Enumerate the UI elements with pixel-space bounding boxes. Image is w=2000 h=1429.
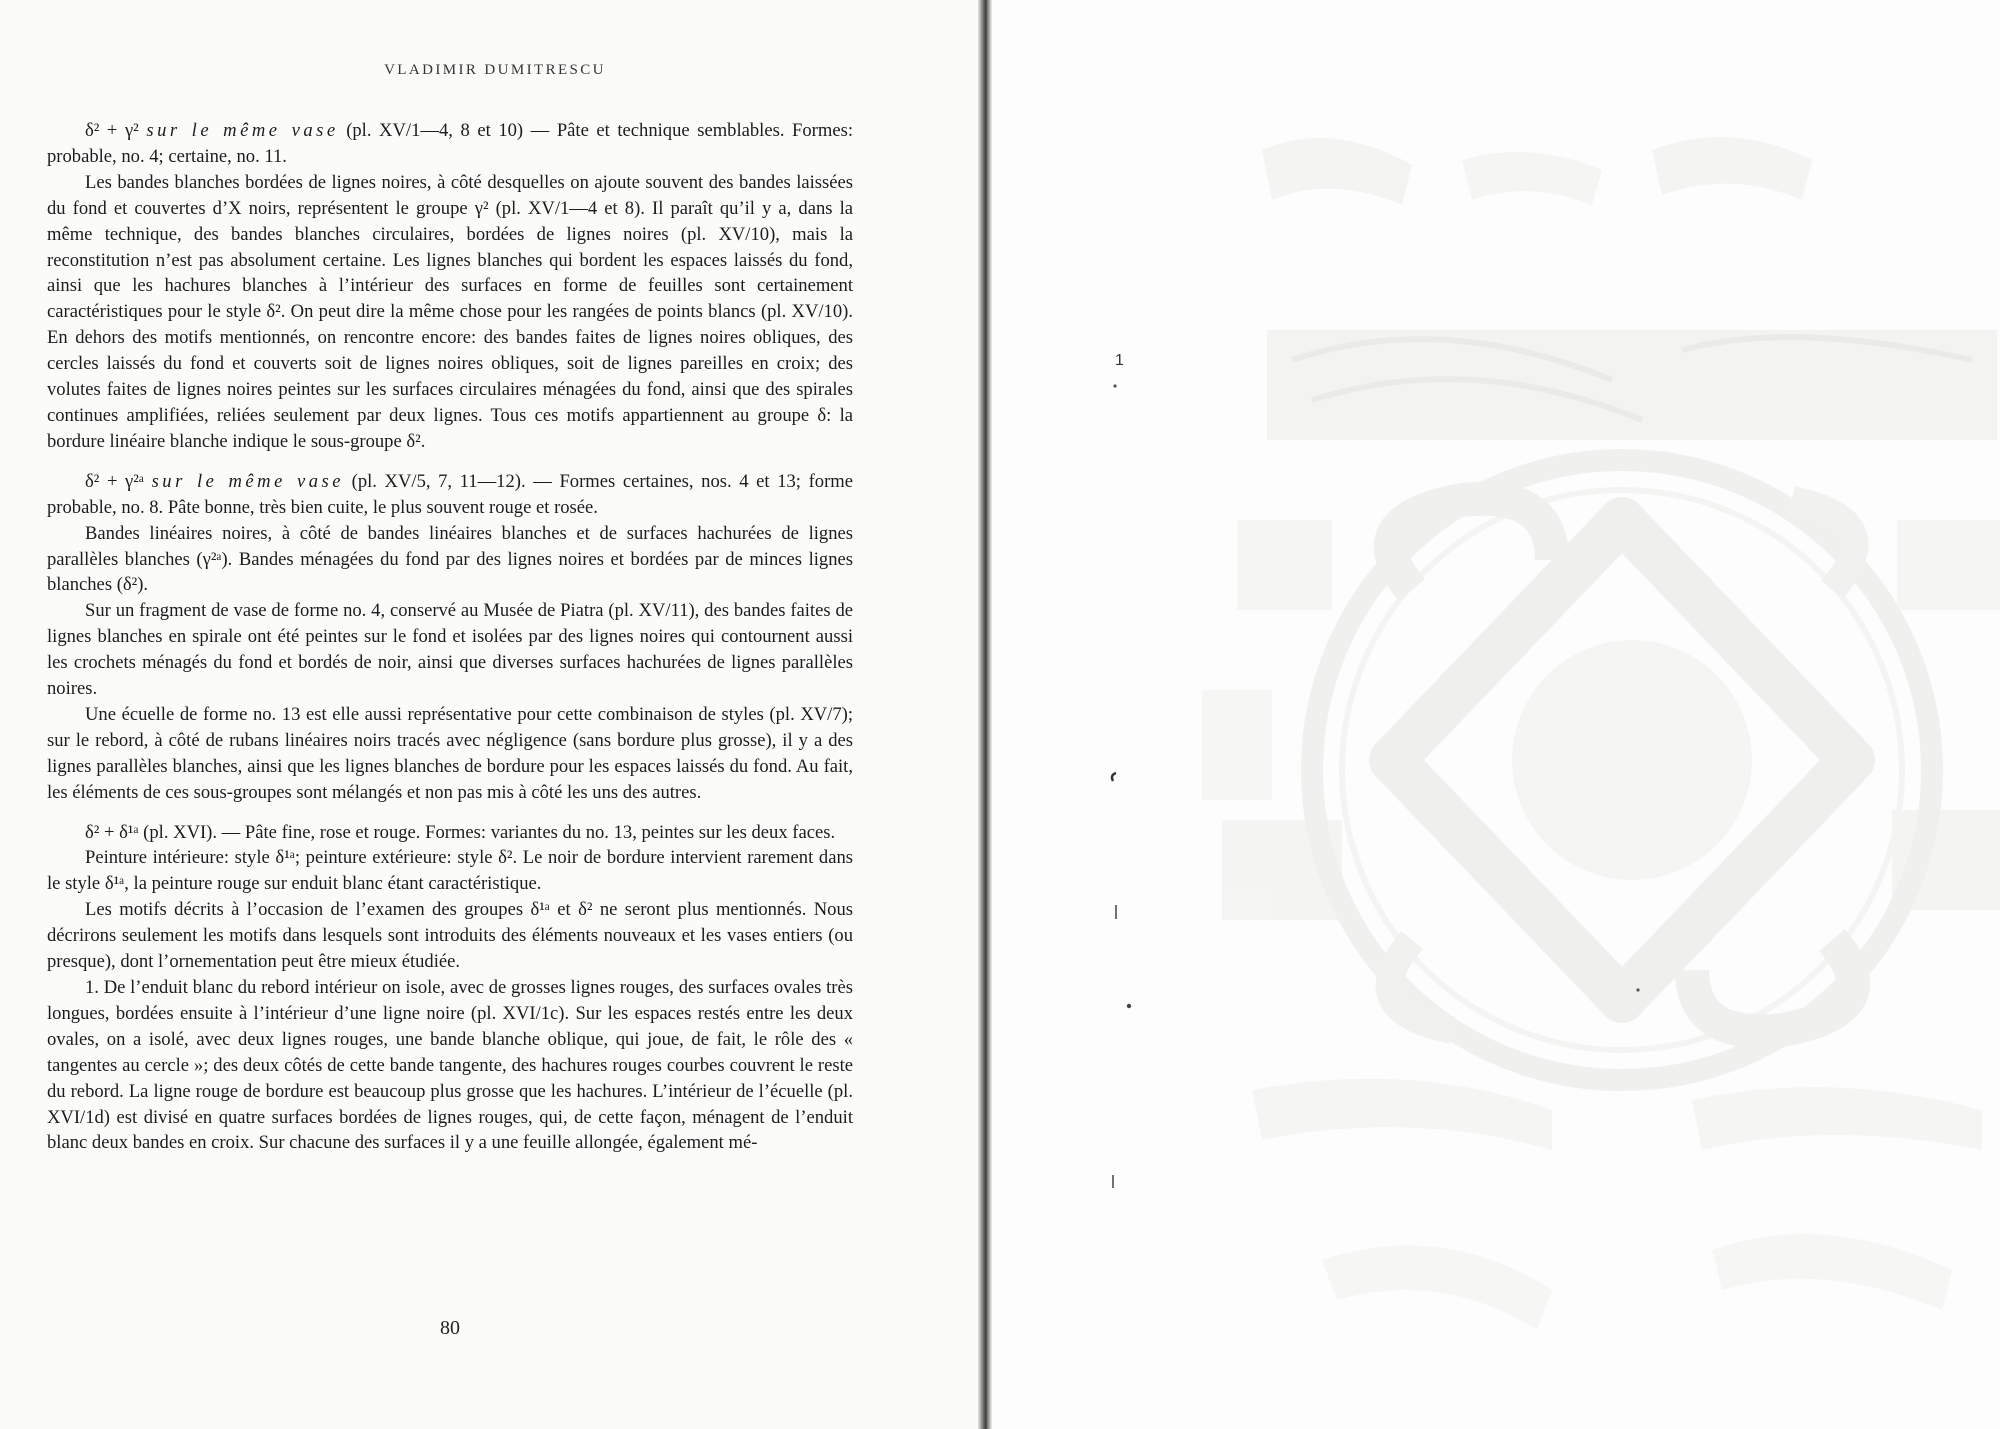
speck xyxy=(1636,988,1639,991)
paragraph-7: δ² + δ¹ᵃ (pl. XVI). — Pâte fine, rose et rouge. Formes: variantes du no. 13, peintes sur les deux faces. xyxy=(85,821,836,843)
paragraph-9: Les motifs décrits à l’occasion de l’examen des groupes δ¹ᵃ et δ² ne seront plus mentionnés. Nous décrirons seulement les motifs dans lesquels sont introduits des éléments nouveaux et les vases entiers (ou presque), dont l’ornementation peut être mieux étudiée. xyxy=(47,899,853,973)
spaced-heading: sur le même vase xyxy=(146,120,339,141)
paragraph-text: (pl. XV/5, 7, 11—12). — Formes certaines, nos. 4 et 13; forme probable, no. 8. Pâte bonne, très bien cuite, le plus souvent rouge et rosée. xyxy=(47,470,853,518)
formula: δ² + γ²ᵃ xyxy=(85,470,144,492)
speck xyxy=(1112,773,1116,781)
plate-band-bottom xyxy=(1252,1079,1552,1150)
paragraph-4: Bandes linéaires noires, à côté de bandes linéaires blanches et de surfaces hachurées de lignes parallèles blanches (γ²ᵃ). Bandes ménagées du fond par des lignes noires et bordées par de minces lignes blanches (δ²). xyxy=(47,522,853,596)
spaced-heading: sur le même vase xyxy=(151,470,344,492)
book-gutter xyxy=(978,0,992,1429)
speck xyxy=(1127,1004,1131,1008)
body-text xyxy=(47,118,853,1156)
formula: δ² + γ² xyxy=(85,120,139,141)
plate-band-bottom xyxy=(1692,1087,1982,1150)
band-fragment xyxy=(1262,138,1412,205)
band-fragment xyxy=(1652,137,1812,200)
band-fragment xyxy=(1462,152,1602,205)
page-number: 80 xyxy=(440,1317,460,1339)
left-page xyxy=(0,0,985,1429)
running-header: VLADIMIR DUMITRESCU xyxy=(384,62,606,78)
plate-illustration xyxy=(992,0,2000,1429)
plate-band-bottom xyxy=(1712,1234,1952,1310)
paragraph-6: Une écuelle de forme no. 13 est elle aussi représentative pour cette combinaison de styles (pl. XV/7); sur le rebord, à côté de rubans linéaires noirs tracés avec négligence (sans bordure plus grosse), il y a des lignes parallèles blanches, ainsi que les lignes blanches de bordure pour les espaces laissés du fond. Au fait, les éléments de ces sous-groupes sont mélangés et non pas mis à côté les uns des autres. xyxy=(47,703,853,803)
plate-label: 1 xyxy=(1115,352,1124,369)
paragraph-10: 1. De l’enduit blanc du rebord intérieur on isole, avec de grosses lignes rouges, des surfaces ovales très longues, bordées ensuite à l’intérieur d’une ligne noire (pl. XVI/1c). Sur les espaces restés entre les deux ovales, on a isolé, avec deux lignes rouges, une bande blanche oblique, qui joue, de fait, le rôle des « tangentes au cercle »; des deux côtés de cette bande tangente, des hachures rouges courbes couvrent le reste du rebord. La ligne rouge de bordure est beaucoup plus grosse que les hachures. L’intérieur de l’écuelle (pl. XVI/1d) est divisé en quatre surfaces bordées de lignes rouges, qui, de cette façon, ménagent de l’enduit blanc deux bandes en croix. Sur chacune des surfaces il y a une feuille allongée, également mé- xyxy=(47,977,853,1154)
paragraph-3 xyxy=(47,469,853,521)
paragraph-5: Sur un fragment de vase de forme no. 4, conservé au Musée de Piatra (pl. XV/11), des bandes faites de lignes blanches en spirale ont été peintes sur le fond et isolées par des lignes noires qui contournent aussi les crochets ménagés du fond et bordés de noir, ainsi que diverses surfaces hachurées de lignes parallèles noires. xyxy=(47,600,853,700)
plate-side-left xyxy=(1237,520,1332,610)
speck xyxy=(1113,384,1116,387)
right-page-bleedthrough xyxy=(992,0,2000,1429)
paragraph-2: Les bandes blanches bordées de lignes noires, à côté desquelles on ajoute souvent des bandes laissées du fond et couvertes d’X noirs, représentent le groupe γ² (pl. XV/1—4 et 8). Il paraît qu’il y a, dans la même technique, des bandes blanches circulaires, bordées de lignes noires (pl. XV/10), mais la reconstitution n’est pas absolument certaine. Les lignes blanches qui bordent les espaces laissés du fond, ainsi que les hachures blanches à l’intérieur des surfaces en forme de feuilles sont certainement caractéristiques pour le style δ². On peut dire la même chose pour les rangées de points blancs (pl. XV/10). En dehors des motifs mentionnés, on rencontre encore: des bandes faites de lignes noires obliques, des cercles laissés du fond et couverts soit de lignes noires obliques, soit de lignes pareilles en croix; des volutes faites de lignes noires peintes sur les surfaces circulaires ménagées du fond, ainsi que des spirales continues amplifiées, reliées seulement par deux lignes. Tous ces motifs appartiennent au groupe δ: la bordure linéaire blanche indique le sous-groupe δ². xyxy=(47,171,853,452)
plate-hook xyxy=(1692,940,1853,1031)
plate-side-right xyxy=(1897,520,2000,610)
plate-band-bottom xyxy=(1322,1245,1552,1330)
plate-center-disc xyxy=(1512,640,1752,880)
paragraph-text: (pl. XV/1—4, 8 et 10) — Pâte et technique semblables. Formes: probable, no. 4; certaine, no. 11. xyxy=(47,120,853,167)
paragraph-8: Peinture intérieure: style δ¹ᵃ; peinture extérieure: style δ². Le noir de bordure intervient rarement dans le style δ¹ᵃ, la peinture rouge sur enduit blanc étant caractéristique. xyxy=(47,847,853,895)
paragraph-1 xyxy=(47,118,853,170)
plate-side-left xyxy=(1202,690,1272,800)
